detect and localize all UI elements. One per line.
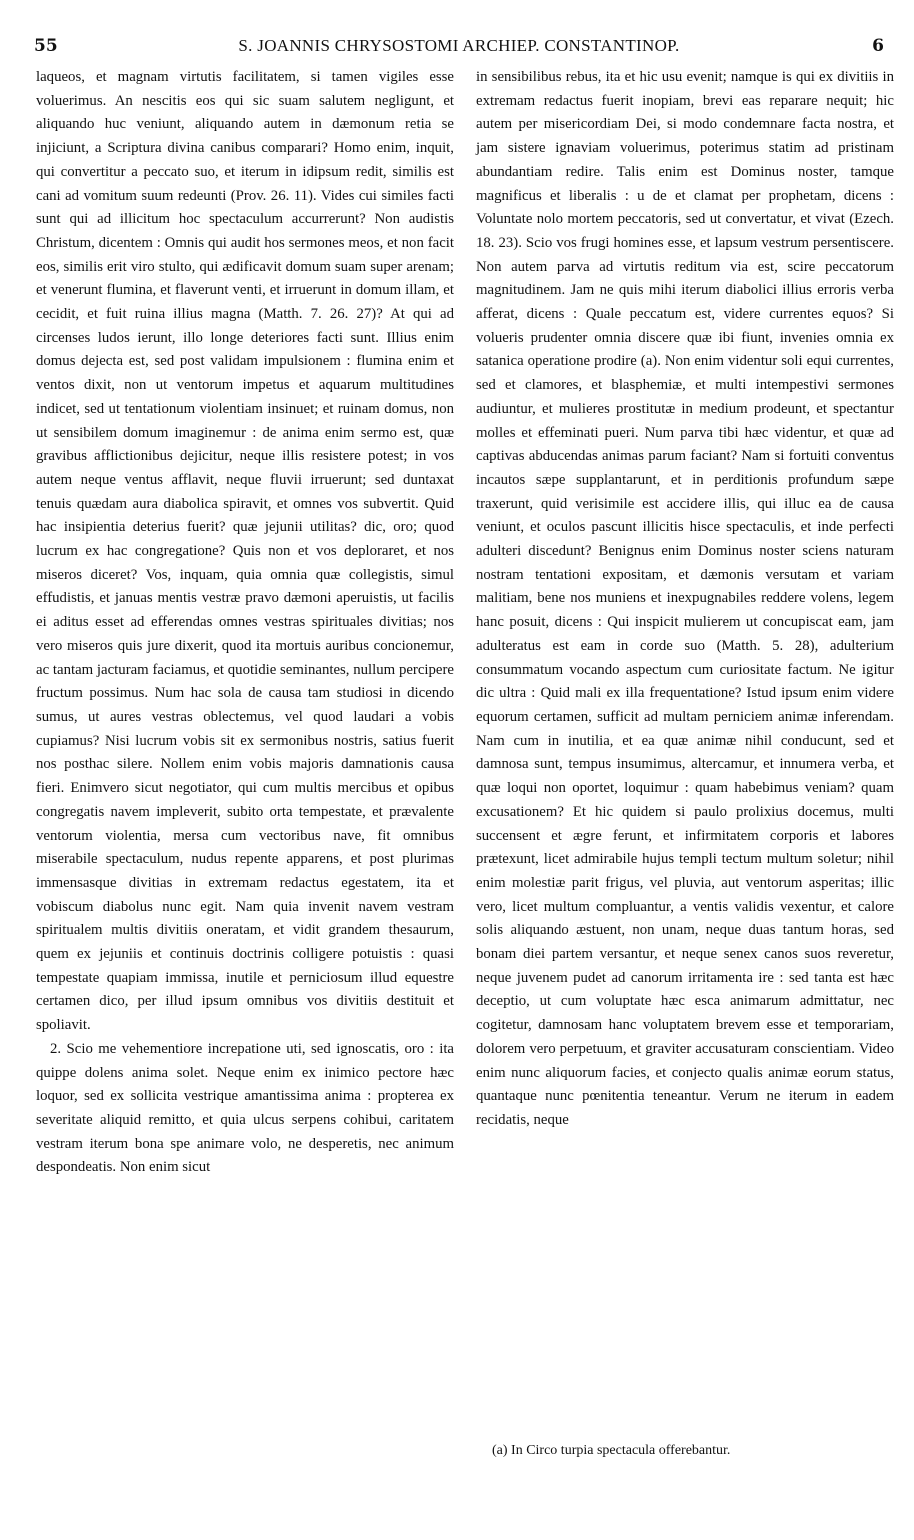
running-title: S. JOANNIS CHRYSOSTOMI ARCHIEP. CONSTANTINOP. [238, 36, 680, 55]
page-header [34, 36, 884, 58]
footnote: (a) In Circo turpia spectacula offerebantur. [492, 1443, 731, 1458]
page-number-right: 6 [872, 36, 884, 56]
left-column-paragraph-2: 2. Scio me vehementiore increpatione uti, sed ignoscatis, oro : ita quippe dolens anima solet. Neque enim ex inimico pectore hæc loquor, sed ex sollicita vestrique amantissima anima : propterea ex severitate aliquid remitto, et quia ulcus serpens cohibui, caritatem vestram iterum bona spe animare volo, ne desperetis, nec animum despondeatis. Non enim sicut [36, 1040, 454, 1176]
left-column-paragraph-1: laqueos, et magnam virtutis facilitatem, si tamen vigiles esse voluerimus. An nescitis eos qui sic suam salutem negligunt, et aliquando huc veniunt, aliquando autem in dæmonum retia se injiciunt, a Scriptura divina canibus comparari? Homo enim, inquit, qui convertitur a peccato suo, et iterum in idipsum redit, similis est cani ad vomitum suum redeunti (Prov. 26. 11). Vides cui similes facti sunt qui ad illicitum hoc spectaculum accurrerunt? Non audistis Christum, dicentem : Omnis qui audit hos sermones meos, et non facit eos, similis erit viro stulto, qui ædificavit domum suam super arenam; et venerunt flumina, et flaverunt venti, et irruerunt in domum illam, et cecidit, et fuit ruina illius magna (Matth. 7. 26. 27)? At qui ad circenses ludos ierunt, illo longe deteriores facti sunt. Illius enim domus dejecta est, sed post validam impulsionem : flumina enim et ventos dixit, non ut ventorum impetus et aquarum multitudines indicet, sed ut tentationum violentiam insinuet; et ruinam domus, non ut sensibilem domum imaginemur : de anima enim sermo est, quæ gravibus afflictionibus dejicitur, neque illis resistere potest; in vos autem neque ventus afflavit, neque fluvii irruerunt; sed duntaxat tenuis quædam aura diabolica spiravit, et omnes vos subvertit. Quid hac insipientia deterius fuerit? quæ jejunii utilitas? dic, oro; quod lucrum ex hac congregatione? Quis non et vos deploraret, et nos miseros diceret? Vos, inquam, quia omnia quæ collegistis, simul effudistis, et januas mentis vestræ pravo dæmoni aperuistis, ut facilis ei aditus esset ad efferendas omnes vestras spirituales divitias; nos vero miseros quis jure dixerit, quod ita mortuis auribus concionemur, ac tantam jacturam faciamus, et quotidie seminantes, nullum percipere fructum possimus. Num hac sola de causa tam studiosi in dicendo sumus, ut aures vestras oblectemus, vel quod laudari a vobis cupiamus? Nisi lucrum vobis sit ex sermonibus nostris, satius fuerit nos posthac silere. Nollem enim vobis majoris damnationis causa fieri. Enimvero sicut negotiator, qui cum multis mercibus et opibus congregatis navem impleverit, subito orta tempestate, et prævalente ventorum violentia, mersa cum vectoribus nave, fit omnibus miserabile spectaculum, nudus repente apparens, et post plurimas immensasque divitias in extremam redactus egestatem, ita et vobiscum diabolus nunc egit. Nam quia invenit navem vestram spiritualem multis divitiis oneratam, et vidit grandem thesaurum, quem ex jejuniis et continuis doctrinis colligere potuistis : quasi tempestate quapiam immissa, inutile et perniciosum illud equestre certamen dico, per illud ipsum omnibus vos divitiis destituit et spoliavit. [36, 69, 454, 1034]
page-number-left: 55 [34, 36, 58, 56]
right-column [476, 66, 894, 1133]
right-column-paragraph-1: in sensibilibus rebus, ita et hic usu evenit; namque is qui ex divitiis in extremam redactus fuerit inopiam, brevi eas reparare nequit; hic autem per misericordiam Dei, si modo condemnare facta nostra, et jam sistere ignaviam voluerimus, poterimus statim ad pristinam abundantiam redire. Talis enim est Dominus noster, tamque magnificus et liberalis : u de et clamat per prophetam, dicens : Voluntate nolo mortem peccatoris, sed ut convertatur, et vivat (Ezech. 18. 23). Scio vos frugi homines esse, et lapsum vestrum persentiscere. Non autem parva ad virtutis reditum via est, scire peccatorum magnitudinem. Jam ne quis mihi iterum diabolici illius erroris verba afferat, dicens : Quale peccatum est, videre currentes equos? Si volueris prudenter omnia discere quæ ibi fiunt, invenies omnia ex satanica operatione prodire (a). Non enim videntur soli equi currentes, sed et clamores, et blasphemiæ, et multi intempestivi sermones audiuntur, et mulieres prostitutæ in medium prodeunt, et spectantur molles et effeminati pueri. Num parva tibi hæc videntur, et quæ ad captivas abducendas animas parum faciant? Nam si fortuiti conventus incautos sæpe supplantarunt, et in perditionis profundum sæpe traxerunt, quid verisimile est accidere illis, qui illuc ea de causa veniunt, et oculos pascunt illicitis hisce spectaculis, et inde perfecti adulteri discedunt? Benignus enim Dominus noster sciens naturam nostram tentationi expositam, et dæmonis versutam et variam malitiam, bene nos muniens et inexpugnabiles reddere volens, legem hanc posuit, dicens : Qui inspicit mulierem ut concupiscat eam, jam adulteratus est eam in corde suo (Matth. 5. 28), adulterium consummatum vocando aspectum cum curiositate factum. Ne igitur dic ultra : Quid mali ex illa frequentatione? Istud ipsum enim videre equorum certamen, sufficit ad multam perniciem animæ inferendam. Nam cum in inutilia, et ea quæ animæ nihil conducunt, sed et damnosa sunt, tempus insumimus, altercamur, et innumera verba, et quæ loqui non oportet, loquimur : quam habebimus veniam? quam excusationem? Et hic quidem si paulo prolixius docemus, multi succensent et ægre ferunt, et infirmitatem corporis et labores prætexunt, licet admirabile hujus templi tectum multum soletur; nihil enim molestiæ parit frigus, vel pluvia, aut ventorum asperitas; illic vero, licet multum compluantur, a ventis validis vexentur, et calore solis aliquando æstuent, non unam, neque duas tantum horas, sed bonam diei partem versantur, et neque senex canos suos reveretur, neque juvenem pudet ad canorum irritamenta ire : sed tanta est hæc deceptio, ut cum voluptate hæc esca animarum admittatur, nec cogitetur, damnosam hanc voluptatem brevem esse et temporariam, dolorem vero perpetuum, et graviter accusaturam conscientiam. Video enim nunc aliquorum facies, et conjecto qualis animæ eorum status, quantaque nunc pœnitentia teneantur. Verum ne iterum in eadem recidatis, neque [476, 69, 894, 1128]
left-column [36, 66, 454, 1180]
